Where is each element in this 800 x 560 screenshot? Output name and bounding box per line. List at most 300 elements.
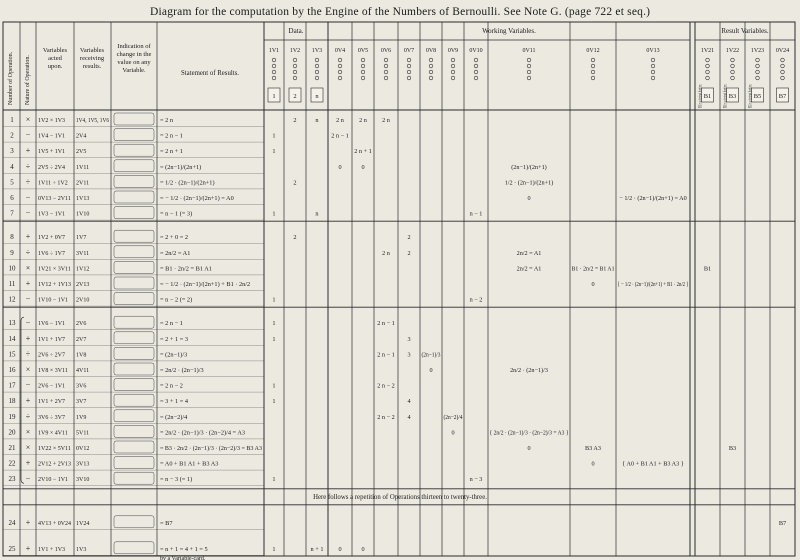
header-variables-receiving: results. [82, 63, 102, 70]
operation-row-operation-sign: + [25, 279, 31, 288]
operation-row-operation-sign: − [25, 193, 31, 202]
operation-row-statement-of-results: = 2n/2 · (2n−1)/3 · (2n−2)/4 = A3 [160, 429, 246, 437]
operation-row-working-value: 2 n [359, 117, 367, 124]
header-variables-receiving: Variables [79, 47, 105, 54]
result-column-wheel [731, 70, 735, 74]
header-indication-of-change: value on any [117, 59, 151, 66]
operation-row-working-value: 0 [451, 429, 455, 437]
result-column-wheel [781, 64, 785, 68]
result-column-wheel [756, 58, 760, 62]
data-column-wheel [293, 76, 297, 80]
operation-row-variables-acted-upon: 1V6 ÷ 1V7 [38, 250, 65, 257]
working-column-wheel [429, 58, 433, 62]
result-column-initial-value: B3 [728, 93, 737, 100]
operation-row-operation-sign: + [25, 458, 31, 468]
operation-row-operation-sign: − [25, 130, 31, 140]
operation-row-operation-sign: + [25, 146, 31, 156]
operation-row-working-value: B1 · 2n/2 = B1 A1 [571, 265, 615, 273]
operation-row-statement-of-results: = 2 + 0 = 2 [160, 234, 188, 242]
working-column-wheel [474, 58, 478, 62]
working-column-wheel [407, 64, 411, 68]
operation-row-data-value: 2 [293, 179, 297, 187]
final-operation-row-working-value: 0 [338, 545, 342, 553]
result-column-wheel [706, 58, 710, 62]
operation-row-statement-of-results: = 1/2 · (2n−1)/(2n+1) [160, 179, 215, 187]
operation-row-working-value: 2 n + 1 [354, 148, 372, 156]
operation-row-data-value: 1 [272, 476, 276, 484]
final-operation-note: by a Variable-card. [160, 555, 206, 560]
operation-row-indication-bracket [114, 332, 154, 344]
operation-row-variables-receiving: 3V13 [76, 461, 90, 468]
operation-row-working-value: 0 [527, 195, 531, 202]
operation-row-indication-bracket [114, 207, 154, 219]
operation-row-operation-sign: − [25, 380, 31, 390]
operation-row-operation-sign: − [25, 208, 31, 218]
working-column-wheel [451, 58, 455, 62]
data-column-wheel [315, 58, 319, 62]
operation-row-variables-acted-upon: 1V22 × 5V11 [38, 446, 71, 452]
final-operation-row-indication-bracket [114, 542, 154, 554]
operation-row-indication-bracket [114, 472, 154, 484]
result-column-wheel [756, 70, 760, 74]
data-column-wheel [272, 76, 276, 80]
operation-row-indication-bracket [114, 347, 154, 359]
header-number-of-operation: Number of Operation. [8, 51, 14, 105]
final-operation-row-variables-receiving: 1V3 [76, 546, 87, 553]
operation-row-data-value: 2 [293, 117, 297, 124]
working-column-wheel [407, 58, 411, 62]
operation-row-operation-sign: × [25, 443, 31, 452]
operation-row-variables-acted-upon: 1V1 + 1V7 [38, 336, 66, 343]
operation-row-variables-acted-upon: 1V1 + 2V7 [38, 399, 66, 406]
operation-row-statement-of-results: = 3 + 1 = 4 [160, 398, 188, 406]
operation-row-statement-of-results: = (2n−2)/4 [160, 413, 188, 421]
working-column-wheel [527, 76, 531, 80]
operation-row-working-value: 2 n [382, 249, 390, 257]
working-column-wheel [384, 70, 388, 74]
operation-row-variables-acted-upon: 3V6 ÷ 3V7 [38, 414, 65, 421]
working-column-wheel [527, 70, 531, 74]
operation-row-indication-bracket [114, 246, 154, 258]
working-column-wheel [338, 70, 342, 74]
operation-row-working-value: 0 [361, 163, 365, 171]
operation-row-variables-acted-upon: 2V6 − 1V1 [38, 383, 66, 390]
operation-row-variables-acted-upon: 1V21 × 3V11 [38, 266, 71, 273]
operation-row-number: 2 [10, 131, 14, 140]
working-column-wheel [384, 58, 388, 62]
data-column-wheel [315, 64, 319, 68]
data-column-initial-value: 1 [272, 93, 276, 100]
operation-row-working-value: { 2n/2 · (2n−1)/3 · (2n−2)/3 = A3 } [489, 429, 569, 437]
operation-row-statement-of-results: = 2 + 1 = 3 [160, 335, 188, 343]
operation-row-working-value: n − 3 [469, 476, 483, 484]
working-column-wheel [384, 64, 388, 68]
operation-row-operation-sign: × [25, 263, 31, 273]
operation-row-variables-receiving: 2V13 [76, 282, 90, 288]
working-column-wheel [384, 76, 388, 80]
operation-row-operation-sign: ÷ [25, 161, 31, 171]
operation-row-number: 1 [10, 116, 14, 124]
operation-row-number: 17 [8, 381, 16, 390]
operation-row-variables-receiving: 4V11 [76, 368, 90, 374]
operation-row-number: 18 [8, 397, 16, 406]
final-operation-row-variables-receiving: 1V24 [76, 520, 90, 527]
header-working-variables: Working Variables. [482, 27, 536, 35]
repetition-note: Here follows a repetition of Operations thirteen to twenty-three. [313, 493, 487, 501]
working-column-wheel [451, 64, 455, 68]
working-column-wheel [591, 70, 595, 74]
operation-row-indication-bracket [114, 379, 154, 391]
operation-row-working-value: 2 n − 1 [377, 320, 395, 328]
operation-row-indication-bracket [114, 293, 154, 305]
operation-row-variables-receiving: 2V4 [76, 133, 87, 140]
operation-row-working-value: 2 n [382, 117, 390, 124]
operation-row-operation-sign: ÷ [25, 411, 31, 421]
final-operation-row-result-value: B7 [778, 519, 787, 527]
result-column-initial-value: B1 [703, 93, 712, 100]
operation-row-variables-acted-upon: 1V8 × 3V11 [38, 368, 68, 374]
working-column-wheel [651, 64, 655, 68]
operation-row-variables-acted-upon: 1V2 + 0V7 [38, 235, 66, 242]
final-operation-row-indication-bracket [114, 516, 154, 528]
result-column-label: B1 in a decimal fraction. [698, 60, 704, 108]
operation-row-operation-sign: − [25, 318, 31, 328]
result-column-wheel [781, 70, 785, 74]
working-column-wheel [527, 58, 531, 62]
operation-row-working-value: 0 [591, 281, 595, 288]
operation-row-variables-acted-upon: 1V11 ÷ 1V2 [38, 180, 68, 187]
operation-row-working-value: 2 n − 2 [377, 413, 395, 421]
operation-row-variables-receiving: 2V5 [76, 149, 87, 156]
operation-row-indication-bracket [114, 261, 154, 273]
operation-row-number: 8 [10, 233, 14, 242]
operation-row-working-value: 2 n − 2 [377, 382, 395, 390]
operation-row-indication-bracket [114, 230, 154, 242]
operation-row-statement-of-results: = 2 n + 1 [160, 148, 183, 156]
operation-row-indication-bracket [114, 175, 154, 187]
operation-row-working-value: 3 [407, 351, 411, 359]
operation-row-number: 20 [8, 428, 16, 437]
operation-row-indication-bracket [114, 129, 154, 141]
operation-row-number: 12 [8, 295, 16, 304]
operation-row-number: 13 [8, 319, 16, 328]
result-column-label: B3 in a decimal fraction. [723, 60, 729, 108]
working-column-wheel [591, 76, 595, 80]
result-column-initial-value: B5 [753, 93, 762, 100]
data-column-name: 1V3 [311, 48, 323, 54]
operation-row-working-value: 2 n − 1 [331, 132, 349, 140]
operation-row-statement-of-results: = B1 · 2n/2 = B1 A1 [160, 265, 212, 273]
operation-row-working-value: 2 [407, 234, 411, 242]
result-column-wheel [706, 76, 710, 80]
operation-row-indication-bracket [114, 144, 154, 156]
operation-row-variables-receiving: 1V4, 1V5, 1V6 [76, 118, 109, 124]
result-column-wheel [706, 70, 710, 74]
operation-row-operation-sign: + [25, 396, 31, 406]
operation-row-statement-of-results: = (2n−1)/(2n+1) [160, 163, 202, 171]
operation-row-operation-sign: × [25, 427, 31, 437]
operation-row-number: 14 [8, 334, 16, 343]
operation-row-statement-of-results: = − 1/2 · (2n−1)/(2n+1) + B1 · 2n/2 [160, 281, 251, 288]
working-column-wheel [591, 64, 595, 68]
header-data: Data. [288, 27, 304, 35]
final-operation-row-data-value: n + 1 [310, 545, 324, 553]
working-column-wheel [407, 76, 411, 80]
operation-row-variables-receiving: 3V6 [76, 383, 87, 390]
result-column-name: 0V24 [775, 48, 790, 54]
operation-row-working-value: B3 A3 [585, 445, 601, 452]
operation-row-statement-of-results: = 2n/2 · (2n−1)/3 [160, 367, 204, 374]
operation-row-variables-acted-upon: 1V2 × 1V3 [38, 118, 66, 124]
working-column-wheel [338, 76, 342, 80]
operation-row-working-value: 0 [591, 460, 595, 468]
operation-row-variables-receiving: 1V9 [76, 414, 87, 421]
data-column-wheel [293, 70, 297, 74]
operation-row-number: 3 [10, 147, 14, 156]
result-column-name: 1V22 [725, 48, 740, 54]
operation-row-data-value: 1 [272, 296, 276, 304]
operation-row-variables-receiving: 1V13 [76, 196, 90, 202]
operation-row-indication-bracket [114, 277, 154, 289]
header-variables-acted-upon: acted [48, 55, 62, 62]
data-column-initial-value: n [315, 93, 319, 100]
operation-row-indication-bracket [114, 160, 154, 172]
operation-row-variables-acted-upon: 1V5 + 1V1 [38, 149, 66, 156]
working-column-name: 0V12 [586, 48, 600, 54]
operation-row-statement-of-results: = (2n−1)/3 [160, 351, 188, 359]
operation-row-working-value: 2n/2 · (2n−1)/3 [510, 367, 548, 374]
final-operation-row-variables-acted-upon: 1V1 + 1V3 [38, 546, 66, 553]
data-column-wheel [315, 76, 319, 80]
operation-row-working-value: 2n/2 = A1 [516, 265, 542, 273]
operation-row-data-value: 2 [293, 234, 297, 242]
header-indication-of-change: Indication of [117, 43, 151, 50]
result-column-name: 1V23 [750, 48, 765, 54]
working-column-wheel [591, 58, 595, 62]
operation-row-working-value: 2 [407, 249, 411, 257]
working-column-name: 0V10 [469, 48, 483, 54]
operation-row-operation-sign: − [25, 474, 31, 484]
data-column-initial-value: 2 [293, 93, 297, 100]
operation-row-indication-bracket [114, 457, 154, 469]
result-column-wheel [781, 58, 785, 62]
operation-row-working-value: 2 n − 1 [377, 351, 395, 359]
final-operation-row-data-value: 1 [272, 545, 276, 553]
data-column-wheel [315, 70, 319, 74]
operation-row-variables-acted-upon: 1V4 − 1V1 [38, 133, 66, 140]
result-column-wheel [781, 76, 785, 80]
operation-row-result-value: B1 [703, 265, 712, 273]
operation-row-working-value: n − 1 [469, 210, 483, 218]
final-operation-row-operation-sign: + [25, 543, 31, 553]
operation-row-variables-acted-upon: 1V3 − 1V1 [38, 211, 66, 218]
working-column-name: 0V4 [334, 48, 346, 54]
operation-row-variables-acted-upon: 2V10 − 1V1 [38, 477, 69, 484]
operation-row-data-value: 1 [272, 148, 276, 156]
final-operation-row-working-value: 0 [361, 545, 365, 553]
operation-row-working-value: 2 n [336, 117, 344, 124]
header-result-variables: Result Variables. [721, 27, 769, 35]
final-operation-row-variables-acted-upon: 4V13 + 0V24 [38, 520, 72, 527]
operation-row-data-value: 1 [272, 382, 276, 390]
operation-row-working-value: 2n/2 = A1 [516, 249, 542, 257]
operation-row-number: 9 [10, 248, 14, 257]
final-operation-row-operation-sign: + [25, 517, 31, 527]
final-operation-row-number: 25 [8, 544, 16, 553]
operation-row-variables-receiving: 1V11 [76, 164, 90, 171]
working-column-wheel [361, 58, 365, 62]
operation-row-number: 19 [8, 412, 16, 421]
result-column-name: 1V21 [700, 48, 715, 54]
working-column-name: 0V6 [380, 48, 392, 54]
operation-row-indication-bracket [114, 394, 154, 406]
operation-row-number: 22 [8, 459, 16, 468]
operation-row-data-value: 1 [272, 320, 276, 328]
working-column-wheel [474, 64, 478, 68]
operation-row-variables-receiving: 1V8 [76, 352, 87, 359]
data-column-wheel [293, 64, 297, 68]
working-column-name: 0V8 [425, 48, 437, 54]
operation-row-data-value: n [315, 117, 319, 124]
operation-row-operation-sign: ÷ [25, 349, 31, 359]
operation-row-indication-bracket [114, 113, 154, 125]
operation-row-data-value: 1 [272, 132, 276, 140]
operation-row-working-value: 0 [429, 367, 433, 374]
operation-row-variables-receiving: 2V11 [76, 180, 90, 187]
operation-row-working-value: 1/2 · (2n−1)/(2n+1) [504, 179, 554, 187]
operation-row-variables-acted-upon: 1V10 − 1V1 [38, 297, 69, 304]
operation-row-statement-of-results: = n − 3 (= 1) [160, 476, 193, 484]
header-variables-receiving: receiving [79, 55, 105, 62]
working-column-wheel [451, 70, 455, 74]
working-column-wheel [527, 64, 531, 68]
working-column-wheel [651, 70, 655, 74]
working-column-wheel [338, 58, 342, 62]
result-column-wheel [731, 64, 735, 68]
operation-row-variables-receiving: 1V10 [76, 211, 90, 218]
working-column-wheel [651, 76, 655, 80]
working-column-name: 0V7 [403, 48, 415, 54]
operation-row-variables-receiving: 3V11 [76, 250, 90, 257]
operation-row-working-value: (2n−1)/(2n+1) [511, 163, 547, 171]
operation-row-variables-acted-upon: 2V12 + 2V13 [38, 461, 72, 468]
operation-row-number: 16 [8, 366, 16, 374]
operation-row-number: 21 [8, 444, 16, 452]
operation-row-result-value: B3 [728, 445, 737, 452]
header-statement-of-results: Statement of Results. [181, 70, 239, 77]
operation-row-variables-receiving: 5V11 [76, 430, 90, 437]
header-indication-of-change: Variable. [122, 67, 146, 74]
operation-row-variables-receiving: 1V7 [76, 235, 87, 242]
operation-row-variables-acted-upon: 1V12 + 1V13 [38, 282, 72, 288]
operation-row-variables-acted-upon: 0V13 − 2V11 [38, 196, 71, 202]
working-column-name: 0V13 [646, 48, 660, 54]
operation-row-variables-acted-upon: 2V5 ÷ 2V4 [38, 164, 65, 171]
header-nature-of-operation: Nature of Operation. [25, 55, 31, 105]
operation-row-data-value: n [315, 210, 319, 218]
operation-row-number: 5 [10, 178, 14, 187]
data-column-wheel [272, 70, 276, 74]
header-variables-acted-upon: upon. [47, 63, 63, 70]
operation-row-variables-receiving: 2V6 [76, 321, 87, 328]
operation-group-bracket [21, 317, 24, 483]
operation-row-variables-acted-upon: 2V6 ÷ 2V7 [38, 352, 65, 359]
operation-row-statement-of-results: = 2 n − 1 [160, 320, 183, 328]
working-column-wheel [407, 70, 411, 74]
working-column-name: 0V11 [522, 48, 536, 54]
operation-row-operation-sign: ÷ [25, 247, 31, 257]
operation-row-statement-of-results: = 2 n − 1 [160, 132, 183, 140]
operation-row-indication-bracket [114, 410, 154, 422]
operation-row-number: 7 [10, 209, 14, 218]
working-column-wheel [361, 64, 365, 68]
working-column-name: 0V9 [447, 48, 459, 54]
working-column-wheel [429, 70, 433, 74]
operation-row-working-value: n − 2 [469, 296, 483, 304]
operation-row-working-value: (2n−1)/3 [421, 351, 441, 359]
operation-row-indication-bracket [114, 191, 154, 203]
operation-row-data-value: 1 [272, 398, 276, 406]
operation-row-operation-sign: × [25, 115, 31, 124]
operation-row-variables-receiving: 0V12 [76, 446, 90, 452]
working-column-wheel [361, 70, 365, 74]
operation-row-variables-acted-upon: 1V9 × 4V11 [38, 430, 68, 437]
working-column-wheel [361, 76, 365, 80]
operation-row-working-value: 0 [527, 445, 531, 452]
operation-row-data-value: 1 [272, 210, 276, 218]
result-column-label: B5 in a decimal fraction. [748, 60, 754, 108]
data-column-name: 1V1 [268, 48, 280, 54]
working-column-wheel [451, 76, 455, 80]
result-column-initial-value: B7 [778, 93, 787, 100]
final-operation-row-number: 24 [8, 518, 16, 527]
operation-row-number: 15 [8, 350, 16, 359]
operation-row-statement-of-results: = A0 + B1 A1 + B3 A3 [160, 460, 219, 468]
result-column-wheel [731, 58, 735, 62]
operation-row-statement-of-results: = 2 n − 2 [160, 382, 183, 390]
data-column-wheel [293, 58, 297, 62]
operation-row-indication-bracket [114, 441, 154, 453]
operation-row-working-value: 4 [407, 413, 411, 421]
operation-row-variables-receiving: 3V7 [76, 399, 87, 406]
operation-row-variables-receiving: 2V7 [76, 336, 87, 343]
working-column-wheel [338, 64, 342, 68]
operation-row-number: 10 [8, 264, 16, 273]
operation-row-data-value: 1 [272, 335, 276, 343]
document-title: Diagram for the computation by the Engine of the Numbers of Bernoulli. See Note G. (page 722 et seq.) [150, 6, 651, 18]
final-operation-row-statement-of-results: = B7 [160, 519, 173, 527]
operation-row-statement-of-results: = n − 1 (= 3) [160, 210, 193, 218]
operation-row-working-value: − 1/2 · (2n−1)/(2n+1) = A0 [619, 195, 687, 202]
result-column-wheel [756, 76, 760, 80]
operation-row-indication-bracket [114, 316, 154, 328]
operation-row-variables-receiving: 3V10 [76, 477, 90, 484]
operation-row-number: 6 [10, 194, 14, 202]
operation-row-working-value: { A0 + B1 A1 + B3 A3 } [622, 460, 684, 468]
operation-row-statement-of-results: = B3 · 2n/2 · (2n−1)/3 · (2n−2)/3 = B3 A3 [160, 445, 262, 452]
working-column-wheel [474, 76, 478, 80]
operation-row-working-value: (2n−2)/4 [443, 413, 463, 421]
operation-row-indication-bracket [114, 425, 154, 437]
data-column-wheel [272, 58, 276, 62]
operation-row-number: 23 [8, 475, 16, 484]
header-indication-of-change: change in the [116, 51, 152, 58]
final-operation-row-statement-of-results: = n + 1 = 4 + 1 = 5 [160, 545, 208, 553]
operation-row-operation-sign: ÷ [25, 177, 31, 187]
operation-row-operation-sign: − [25, 294, 31, 304]
working-column-wheel [651, 58, 655, 62]
operation-row-operation-sign: + [25, 232, 31, 242]
